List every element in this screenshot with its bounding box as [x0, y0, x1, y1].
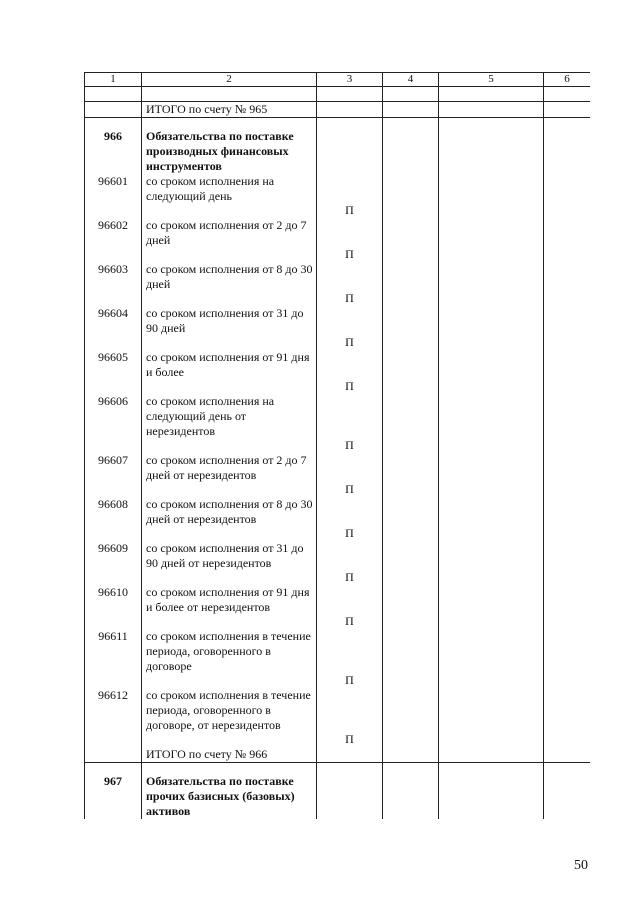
account-code: 96602 — [85, 218, 142, 262]
account-row — [85, 497, 591, 541]
account-type-mark: П — [317, 218, 383, 262]
account-name: со сроком исполнения от 2 до 7 дней от нерезидентов — [142, 453, 317, 497]
account-name: со сроком исполнения от 31 до 90 дней от нерезидентов — [142, 541, 317, 585]
total-label-966: ИТОГО по счету № 966 — [142, 747, 317, 763]
account-row — [85, 541, 591, 585]
account-row — [85, 453, 591, 497]
total-label-965: ИТОГО по счету № 965 — [142, 102, 317, 118]
account-type-mark: П — [317, 629, 383, 688]
column-header-5: 5 — [439, 73, 544, 87]
section-row-967 — [85, 763, 591, 820]
account-row — [85, 629, 591, 688]
account-code: 96609 — [85, 541, 142, 585]
column-header-1: 1 — [85, 73, 142, 87]
account-code: 96604 — [85, 306, 142, 350]
blank-row — [85, 87, 591, 102]
account-row — [85, 394, 591, 453]
account-row — [85, 585, 591, 629]
account-type-mark: П — [317, 394, 383, 453]
account-code: 96610 — [85, 585, 142, 629]
account-code: 96603 — [85, 262, 142, 306]
account-code: 96601 — [85, 174, 142, 218]
account-type-mark: П — [317, 174, 383, 218]
total-row-965 — [85, 102, 591, 118]
account-type-mark: П — [317, 262, 383, 306]
account-type-mark: П — [317, 585, 383, 629]
column-header-2: 2 — [142, 73, 317, 87]
column-number-row — [85, 73, 591, 87]
account-code: 96608 — [85, 497, 142, 541]
account-type-mark: П — [317, 350, 383, 394]
account-name: со сроком исполнения от 91 дня и более — [142, 350, 317, 394]
account-name: со сроком исполнения от 91 дня и более от нерезидентов — [142, 585, 317, 629]
account-row — [85, 262, 591, 306]
account-name: со сроком исполнения в течение периода, оговоренного в договоре — [142, 629, 317, 688]
account-row — [85, 174, 591, 218]
account-type-mark: П — [317, 306, 383, 350]
accounts-table — [84, 72, 590, 819]
account-name: со сроком исполнения от 8 до 30 дней от нерезидентов — [142, 497, 317, 541]
account-code: 96607 — [85, 453, 142, 497]
account-code: 96606 — [85, 394, 142, 453]
column-header-4: 4 — [383, 73, 439, 87]
account-type-mark: П — [317, 688, 383, 747]
account-name: со сроком исполнения от 31 до 90 дней — [142, 306, 317, 350]
account-name: со сроком исполнения в течение периода, оговоренного в договоре, от нерезидентов — [142, 688, 317, 747]
accounts-966-list — [85, 174, 591, 747]
account-row — [85, 218, 591, 262]
account-name: со сроком исполнения на следующий день — [142, 174, 317, 218]
total-row-966 — [85, 747, 591, 763]
account-name: со сроком исполнения от 8 до 30 дней — [142, 262, 317, 306]
account-type-mark: П — [317, 541, 383, 585]
section-title-966: Обязательства по поставке производных финансовых инструментов — [142, 118, 317, 175]
section-title-967: Обязательства по поставке прочих базисных (базовых) активов — [142, 763, 317, 820]
account-type-mark: П — [317, 497, 383, 541]
account-row — [85, 688, 591, 747]
section-code-967: 967 — [85, 763, 142, 820]
section-code-966: 966 — [85, 118, 142, 175]
account-name: со сроком исполнения на следующий день от нерезидентов — [142, 394, 317, 453]
column-header-3: 3 — [317, 73, 383, 87]
section-row-966 — [85, 118, 591, 175]
account-code: 96612 — [85, 688, 142, 747]
document-table-sheet — [84, 72, 590, 845]
account-row — [85, 350, 591, 394]
account-code: 96611 — [85, 629, 142, 688]
account-name: со сроком исполнения от 2 до 7 дней — [142, 218, 317, 262]
account-code: 96605 — [85, 350, 142, 394]
column-header-6: 6 — [544, 73, 591, 87]
account-row — [85, 306, 591, 350]
page-number: 50 — [574, 858, 588, 873]
account-type-mark: П — [317, 453, 383, 497]
